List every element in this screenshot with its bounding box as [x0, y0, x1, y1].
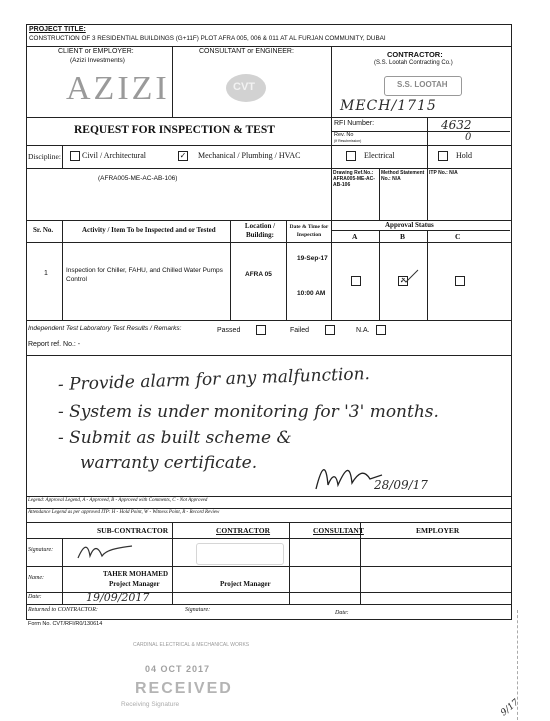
lab-failed[interactable] — [290, 325, 335, 335]
project-title: CONSTRUCTION OF 3 RESIDENTIAL BUILDINGS (G+11F) PLOT AFRA 005, 006 & 011 AT AL FURJAN COMMUNITY, DUBAI — [29, 35, 386, 42]
divider — [427, 145, 428, 168]
divider — [26, 566, 511, 567]
lab-na[interactable] — [356, 325, 386, 335]
rev-value: 0 — [465, 132, 472, 143]
row-activity: Inspection for Chiller, FAHU, and Chilled Water Pumps Control — [66, 267, 223, 283]
date-label: Date: — [28, 594, 42, 600]
sub-role: Project Manager — [109, 580, 160, 588]
contractor-role: Project Manager — [220, 580, 271, 588]
divider — [26, 117, 511, 118]
sig-contractor: CONTRACTOR — [216, 526, 271, 535]
approval-legend: Legend: Approval Legend, A - Approved, B - Approved with Comments, C - Not Approved — [28, 498, 208, 503]
divider — [62, 220, 63, 320]
na-checkbox[interactable] — [376, 325, 386, 335]
rfi-number: 4632 — [441, 118, 472, 132]
divider — [26, 145, 511, 146]
lab-passed[interactable] — [217, 325, 266, 335]
divider — [26, 320, 511, 321]
client-name: (Azizi Investments) — [70, 57, 125, 64]
cvt-logo — [226, 74, 266, 102]
mep-checkbox[interactable]: ✓ — [179, 151, 187, 161]
signature-label: Signature: — [28, 547, 54, 553]
sub-date: 19/09/2017 — [86, 591, 150, 604]
drawing-ref: AFRA005-ME-AC-AB-106 — [333, 176, 375, 188]
civil-checkbox[interactable] — [70, 151, 80, 161]
divider — [427, 230, 428, 320]
name-label: Name: — [28, 575, 44, 581]
approval-b-tick-icon — [400, 268, 420, 284]
passed-checkbox[interactable] — [256, 325, 266, 335]
received-stamp — [113, 626, 263, 712]
lootah-logo — [384, 76, 462, 96]
divider — [26, 538, 511, 539]
header-b: B — [400, 232, 406, 241]
header-datetime: Date & Time for Inspection — [289, 224, 329, 238]
approval-c-checkbox[interactable] — [455, 276, 465, 286]
sig-consultant: CONSULTANT — [313, 526, 364, 535]
form-number: Form No. CVT/RFI/R0/130614 — [28, 621, 103, 627]
remark-signed-date: 28/09/17 — [374, 478, 428, 492]
doc-ref: (AFRA005-ME-AC-AB-106) — [98, 175, 178, 182]
divider — [331, 220, 332, 320]
remark-line-4: warranty certificate. — [80, 453, 258, 473]
na-label: N.A. — [356, 326, 370, 334]
rev-sub: (If Resubmission) — [334, 139, 362, 143]
failed-label: Failed — [290, 326, 310, 334]
remark-line-1: - Provide alarm for any malfunction. — [57, 364, 371, 395]
divider — [26, 46, 511, 47]
stamp-sign: Receiving Signature — [121, 701, 180, 708]
hold-checkbox[interactable] — [438, 151, 448, 161]
client-label: CLIENT or EMPLOYER: — [58, 48, 134, 55]
contractor-name: (S.S. Lootah Contracting Co.) — [374, 60, 453, 66]
cvt-logo-text: CVT — [233, 81, 255, 93]
header-approval: Approval Status — [385, 221, 434, 229]
divider — [26, 355, 511, 356]
divider — [26, 168, 511, 169]
discipline-mep[interactable] — [178, 151, 301, 161]
rfi-label: RFI Number: — [334, 120, 375, 127]
divider — [331, 145, 332, 168]
divider — [26, 508, 511, 509]
divider — [26, 220, 511, 221]
consultant-label: CONSULTANT or ENGINEER: — [199, 48, 294, 55]
project-label: PROJECT TITLE: — [29, 26, 86, 33]
stamp-received: RECEIVED — [135, 680, 233, 697]
stamp-company: CARDINAL ELECTRICAL & MECHANICAL WORKS — [133, 642, 250, 648]
contractor-stamp — [196, 543, 284, 565]
discipline-electrical[interactable] — [346, 151, 395, 161]
returned-date: Date: — [335, 610, 349, 616]
contractor-label: CONTRACTOR: — [387, 50, 443, 59]
remark-line-3: - Submit as built scheme & — [58, 428, 292, 448]
divider — [331, 131, 510, 132]
hold-label: Hold — [456, 151, 472, 160]
header-a: A — [352, 232, 358, 241]
divider — [26, 604, 511, 605]
sig-employer: EMPLOYER — [416, 526, 460, 535]
sub-name: TAHER MOHAMED — [103, 570, 169, 578]
header-activity: Activity / Item To be Inspected and or Tested — [82, 226, 216, 234]
divider — [379, 168, 380, 220]
remark-line-2: - System is under monitoring for '3' months. — [58, 402, 439, 422]
civil-label: Civil / Architectural — [82, 151, 146, 160]
sig-subcontractor: SUB-CONTRACTOR — [97, 526, 169, 535]
row-time: 10:00 AM — [297, 290, 326, 297]
divider — [331, 168, 332, 220]
divider — [172, 46, 173, 117]
discipline-hold[interactable] — [438, 151, 472, 161]
approval-a-checkbox[interactable] — [351, 276, 361, 286]
divider — [427, 168, 428, 220]
row-date: 19-Sep-17 — [297, 255, 328, 262]
header-location: Location / Building: — [244, 222, 276, 239]
report-ref: Report ref. No.: - — [28, 341, 81, 348]
divider — [62, 145, 63, 168]
returned-signature: Signature: — [185, 607, 211, 613]
passed-label: Passed — [217, 326, 241, 334]
itp-number: ITP No.: N/A — [429, 170, 458, 176]
failed-checkbox[interactable] — [325, 325, 335, 335]
subcontractor-signature — [76, 540, 136, 564]
divider — [331, 46, 332, 117]
discipline-civil[interactable] — [70, 151, 146, 161]
edge-mark — [517, 610, 518, 720]
stamp-date: 04 OCT 2017 — [145, 664, 211, 674]
row-location: AFRA 05 — [245, 271, 272, 278]
returned-label: Returned to CONTRACTOR: — [28, 607, 98, 613]
divider — [379, 230, 380, 320]
approval-b-checkbox[interactable]: ✓ — [399, 276, 407, 285]
corner-note: 9/17 — [499, 697, 522, 719]
rev-label: Rev. No — [334, 132, 354, 138]
electrical-checkbox[interactable] — [346, 151, 356, 161]
method-statement: Method Statement No.: N/A — [381, 170, 425, 182]
lootah-logo-text: S.S. LOOTAH — [397, 80, 448, 89]
row-sr: 1 — [44, 270, 48, 277]
lab-label: Independent Test Laboratory Test Results / Remarks: — [28, 325, 182, 332]
electrical-label: Electrical — [364, 151, 395, 160]
mep-label: Mechanical / Plumbing / HVAC — [198, 151, 301, 160]
form-title: REQUEST FOR INSPECTION & TEST — [74, 124, 275, 136]
divider — [26, 496, 511, 497]
divider — [331, 230, 510, 231]
header-sr: Sr. No. — [33, 226, 54, 234]
handwritten-ref: MECH/1715 — [340, 98, 437, 114]
divider — [26, 522, 511, 523]
discipline-label: Discipline: — [28, 152, 61, 161]
divider — [26, 242, 511, 243]
attendance-legend: Attendance Legend as per approved ITP: H - Hold Point, W - Witness Point, R - Record Review — [28, 510, 220, 515]
header-c: C — [455, 232, 461, 241]
azizi-logo: AZIZI — [66, 70, 170, 107]
divider — [230, 220, 231, 320]
drawing-ref-label: Drawing Ref.No.: — [333, 170, 374, 176]
divider — [62, 538, 63, 604]
